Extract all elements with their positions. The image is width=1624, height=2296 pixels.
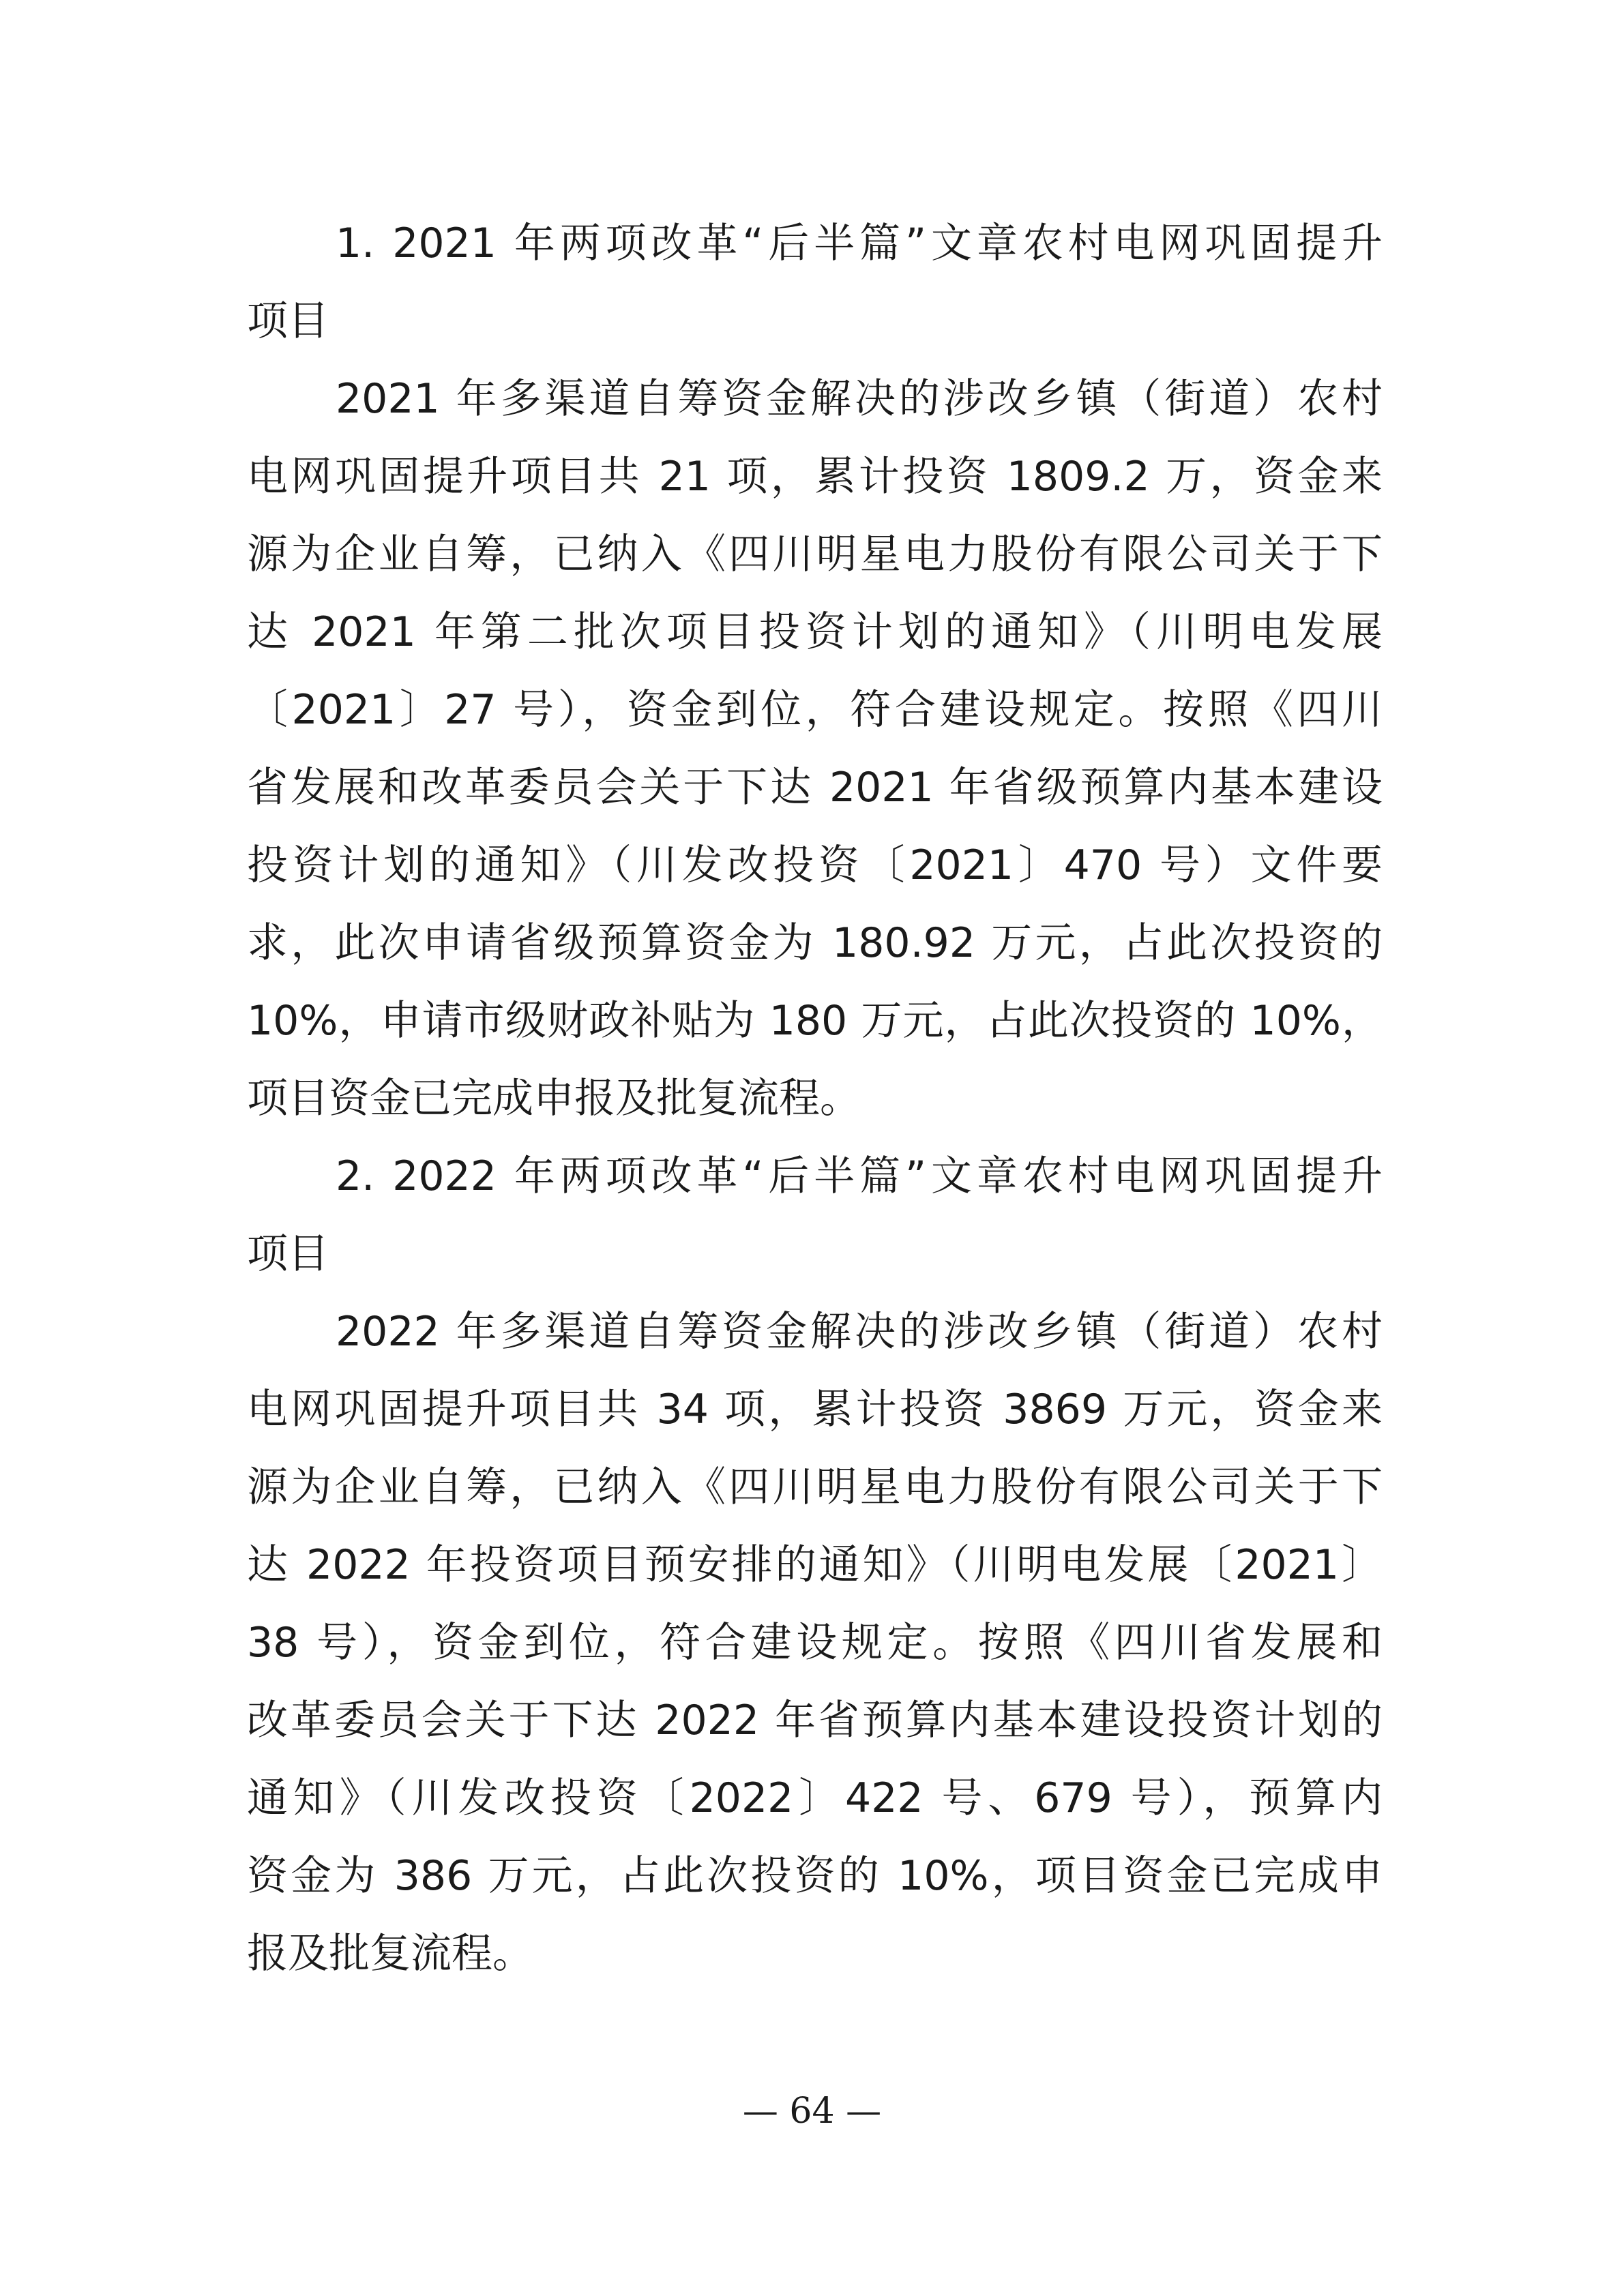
page-number: — 64 — [742,2091,882,2132]
text-line: 达 2022 年投资项目预安排的通知》（川明电发展〔2021〕 [247,1541,1383,1589]
text-line: 通知》（川发改投资〔2022〕422 号、679 号），预算内 [247,1774,1383,1822]
text-line: 38 号），资金到位，符合建设规定。按照《四川省发展和 [247,1619,1383,1667]
text-line: 改革委员会关于下达 2022 年省预算内基本建设投资计划的 [247,1697,1383,1744]
paragraph-2022 [247,1293,1383,1993]
text-line: 10%，申请市级财政补贴为 180 万元，占此次投资的 10%， [247,997,1383,1045]
text-line: 省发展和改革委员会关于下达 2021 年省级预算内基本建设 [247,764,1383,811]
section-heading-2021 [247,205,1383,360]
text-line: 电网巩固提升项目共 34 项，累计投资 3869 万元，资金来 [247,1386,1383,1433]
text-line: 资金为 386 万元，占此次投资的 10%，项目资金已完成申 [247,1852,1383,1900]
text-line: 〔2021〕27 号），资金到位，符合建设规定。按照《四川 [247,686,1383,734]
text-line: 项目资金已完成申报及批复流程。 [247,1075,861,1122]
text-line: 报及批复流程。 [247,1930,533,1978]
text-line: 项目 [247,1230,329,1278]
text-line: 达 2021 年第二批次项目投资计划的通知》（川明电发展 [247,608,1383,656]
section-heading-2022 [247,1137,1383,1293]
text-line: 源为企业自筹，已纳入《四川明星电力股份有限公司关于下 [247,531,1383,578]
text-line: 源为企业自筹，已纳入《四川明星电力股份有限公司关于下 [247,1463,1383,1511]
text-line: 投资计划的通知》（川发改投资〔2021〕470 号）文件要 [247,841,1383,889]
text-line: 2022 年多渠道自筹资金解决的涉改乡镇（街道）农村 [336,1308,1383,1356]
paragraph-2021 [247,360,1383,1137]
text-line: 电网巩固提升项目共 21 项，累计投资 1809.2 万，资金来 [247,453,1383,501]
text-line: 2. 2022 年两项改革“后半篇”文章农村电网巩固提升 [336,1152,1383,1200]
document-body [247,205,1383,1993]
text-line: 2021 年多渠道自筹资金解决的涉改乡镇（街道）农村 [336,375,1383,423]
text-line: 求，此次申请省级预算资金为 180.92 万元，占此次投资的 [247,919,1383,967]
text-line: 1. 2021 年两项改革“后半篇”文章农村电网巩固提升 [336,220,1383,267]
text-line: 项目 [247,297,329,345]
